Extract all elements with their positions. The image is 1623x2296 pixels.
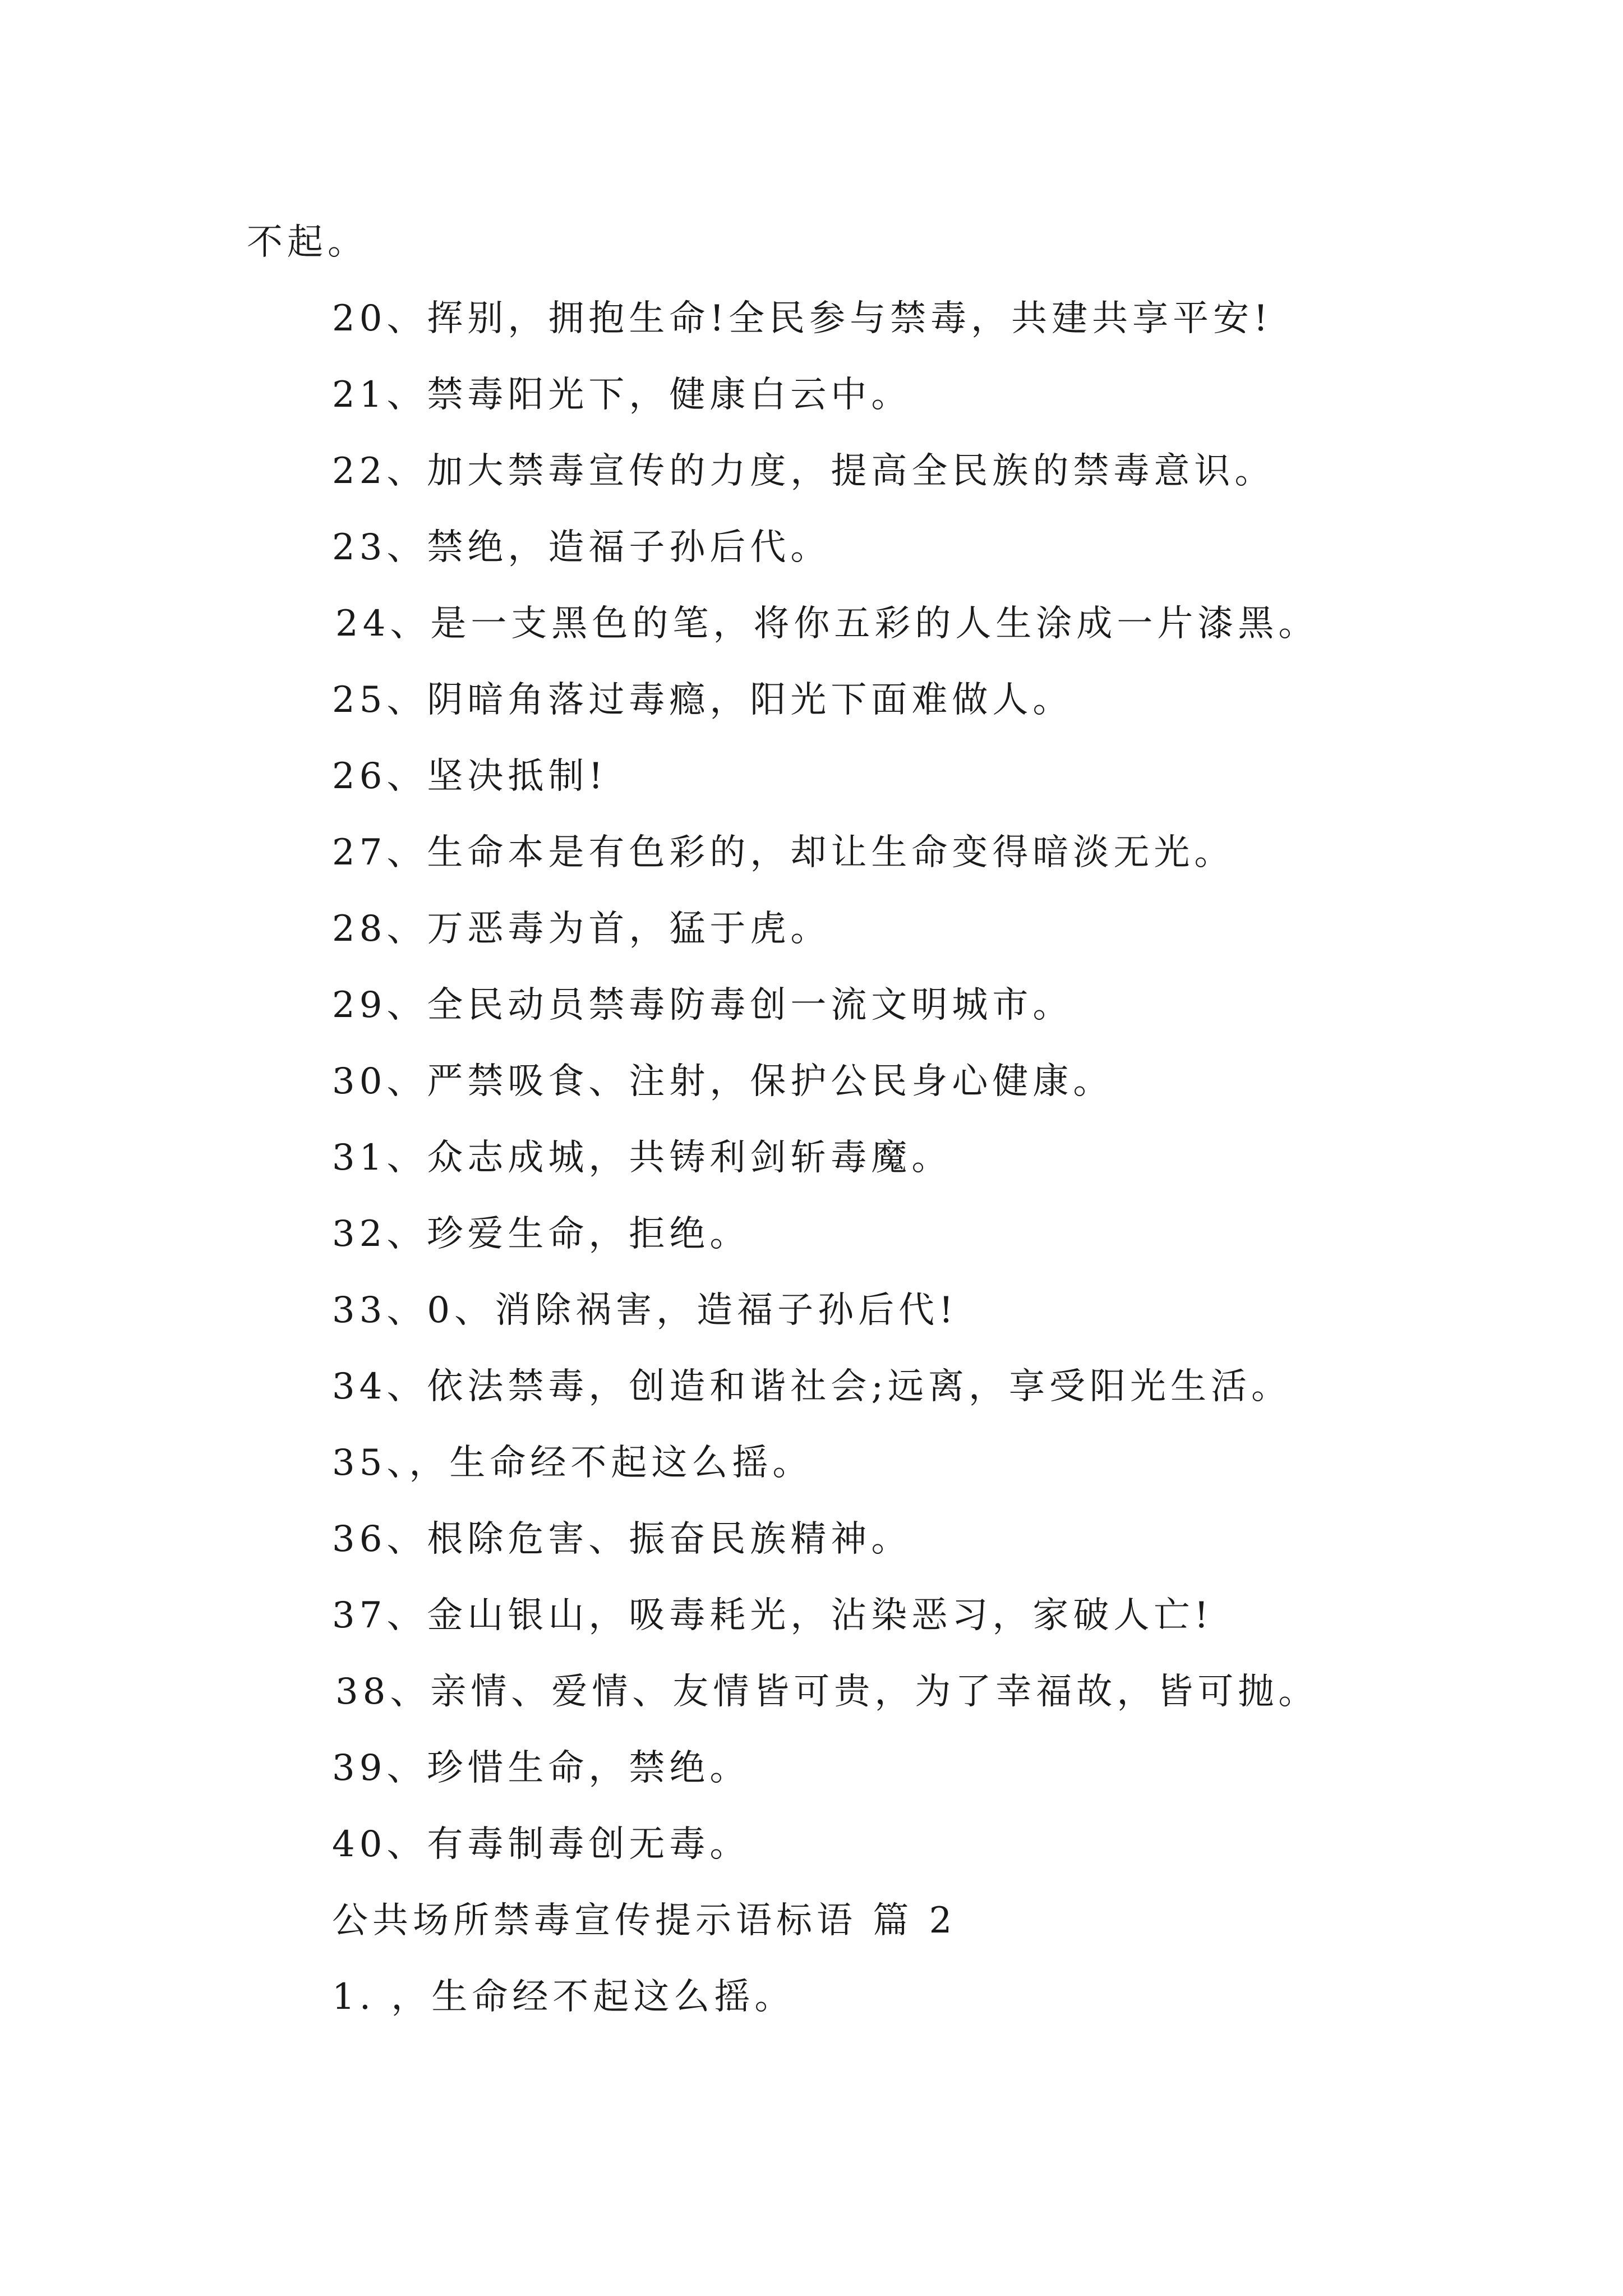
slogan-line-22: 22、加大禁毒宣传的力度，提高全民族的禁毒意识。 — [332, 450, 1275, 492]
slogan-line-39: 39、珍惜生命，禁绝。 — [332, 1747, 750, 1789]
slogan-line-20: 20、挥别，拥抱生命!全民参与禁毒，共建共享平安! — [332, 298, 1272, 339]
section-2-line-1: 1. ，生命经不起这么摇。 — [332, 1976, 795, 2018]
slogan-line-23: 23、禁绝，造福子孙后代。 — [332, 527, 831, 568]
slogan-line-27: 27、生命本是有色彩的，却让生命变得暗淡无光。 — [332, 832, 1235, 873]
section-heading: 公共场所禁毒宣传提示语标语 篇 2 — [332, 1900, 957, 1941]
slogan-line-34: 34、依法禁毒，创造和谐社会;远离，享受阳光生活。 — [332, 1366, 1292, 1407]
slogan-line-24: 24、是一支黑色的笔，将你五彩的人生涂成一片漆黑。 — [335, 603, 1319, 645]
text-line-continuation: 不起。 — [247, 222, 368, 263]
slogan-line-32: 32、珍爱生命，拒绝。 — [332, 1213, 750, 1255]
slogan-line-35: 35、，生命经不起这么摇。 — [332, 1442, 813, 1484]
slogan-line-37: 37、金山银山，吸毒耗光，沾染恶习，家破人亡! — [332, 1595, 1214, 1636]
slogan-line-36: 36、根除危害、振奋民族精神。 — [332, 1519, 912, 1560]
slogan-line-25: 25、阴暗角落过毒瘾，阳光下面难做人。 — [332, 679, 1073, 721]
slogan-line-29: 29、全民动员禁毒防毒创一流文明城市。 — [332, 984, 1073, 1026]
slogan-line-21: 21、禁毒阳光下，健康白云中。 — [332, 374, 912, 416]
slogan-line-33: 33、0、消除祸害，造福子孙后代! — [332, 1290, 958, 1331]
slogan-line-40: 40、有毒制毒创无毒。 — [332, 1824, 750, 1865]
slogan-line-28: 28、万恶毒为首，猛于虎。 — [332, 908, 831, 950]
slogan-line-38: 38、亲情、爱情、友情皆可贵，为了幸福故，皆可抛。 — [335, 1671, 1319, 1713]
slogan-line-26: 26、坚决抵制! — [332, 756, 608, 797]
slogan-line-30: 30、严禁吸食、注射，保护公民身心健康。 — [332, 1061, 1114, 1102]
slogan-line-31: 31、众志成城，共铸利剑斩毒魔。 — [332, 1137, 952, 1179]
